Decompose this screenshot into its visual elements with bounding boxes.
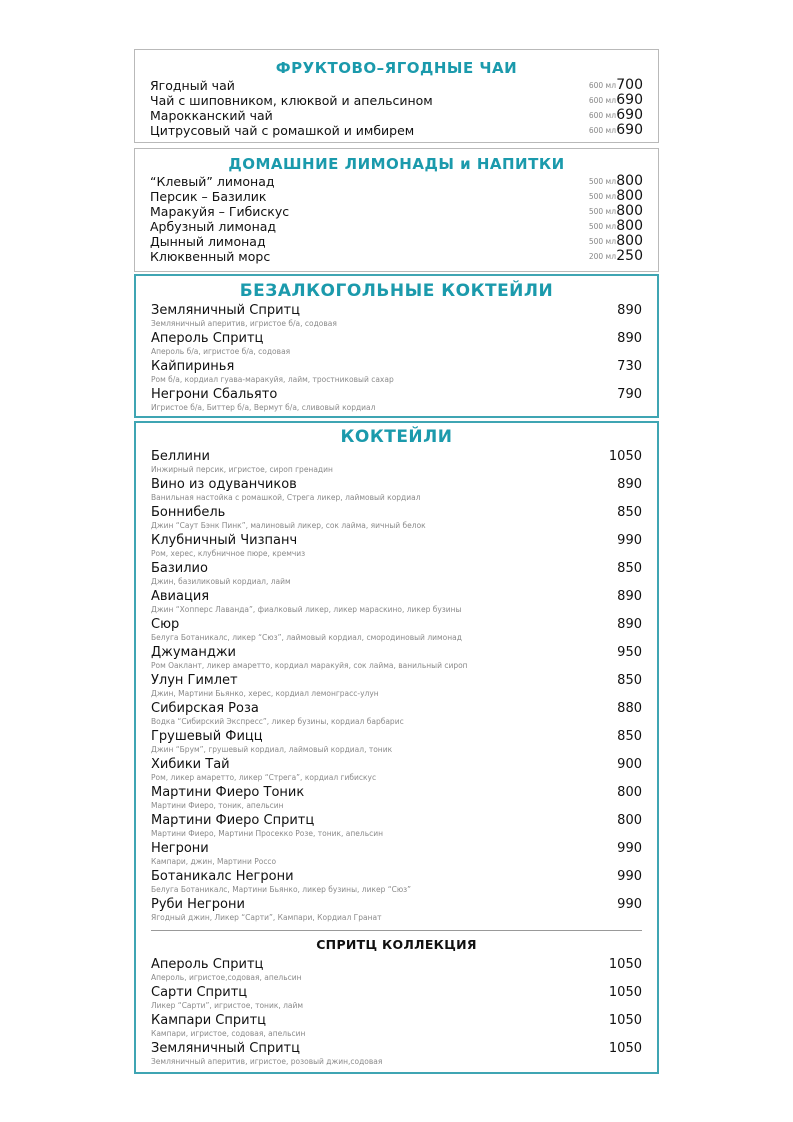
item-name: Кампари Спритц <box>151 1013 267 1028</box>
item-volume: 600 мл <box>588 111 616 120</box>
item-name: Апероль Спритц <box>151 331 264 346</box>
menu-item <box>136 560 657 588</box>
item-price: 990 <box>617 533 642 548</box>
section-fruit-tea <box>134 49 659 143</box>
menu-item <box>135 108 658 123</box>
menu-item <box>136 476 657 504</box>
item-name: Мартини Фиеро Тоник <box>151 785 305 800</box>
item-description: Мартини Фиеро, Мартини Просекко Розе, тоник, апельсин <box>151 829 384 838</box>
item-name: Негрони <box>151 841 209 856</box>
item-description: Кампари, игристое, содовая, апельсин <box>151 1029 306 1038</box>
menu-item <box>136 588 657 616</box>
item-name: “Клевый” лимонад <box>150 174 275 189</box>
menu-item <box>136 330 657 358</box>
item-price: 890 <box>617 477 642 492</box>
item-name: Ягодный чай <box>150 78 235 93</box>
item-name: Руби Негрони <box>151 897 245 912</box>
item-price: 690 <box>616 107 643 123</box>
section-lemonades <box>134 148 659 272</box>
subsection-title: СПРИТЦ КОЛЛЕКЦИЯ <box>316 937 477 952</box>
item-price: 1050 <box>608 957 642 972</box>
menu-item <box>136 840 657 868</box>
item-price: 890 <box>617 589 642 604</box>
menu-item <box>136 644 657 672</box>
menu-item <box>136 784 657 812</box>
item-price: 790 <box>617 387 642 402</box>
menu-list <box>136 302 657 414</box>
item-volume: 500 мл <box>588 177 616 186</box>
menu-item <box>136 448 657 476</box>
menu-item <box>135 78 658 93</box>
item-name: Боннибель <box>151 505 226 520</box>
item-price: 900 <box>617 757 642 772</box>
item-description: Ром б/а, кордиал гуава-маракуйя, лайм, тростниковый сахар <box>151 375 394 384</box>
item-name: Земляничный Спритц <box>151 303 300 318</box>
menu-item <box>135 174 658 189</box>
item-price: 250 <box>616 248 643 264</box>
item-description: Апероль б/а, игристое б/а, содовая <box>151 347 291 356</box>
menu-item <box>136 956 657 984</box>
item-price: 690 <box>616 92 643 108</box>
item-price: 730 <box>617 359 642 374</box>
menu-item <box>135 249 658 264</box>
item-description: Ванильная настойка с ромашкой, Стрега ликер, лаймовый кордиал <box>151 493 421 502</box>
item-description: Ром Оаклант, ликер амаретто, кордиал маракуйя, сок лайма, ванильный сироп <box>151 661 468 670</box>
menu-item <box>136 616 657 644</box>
item-name: Сибирская Роза <box>151 701 259 716</box>
item-price: 890 <box>617 617 642 632</box>
item-price: 850 <box>617 673 642 688</box>
item-name: Чай с шиповником, клюквой и апельсином <box>150 93 433 108</box>
item-description: Ягодный джин, Ликер “Сарти”, Кампари, Кордиал Гранат <box>151 913 382 922</box>
item-name: Земляничный Спритц <box>151 1041 300 1056</box>
item-description: Водка “Сибирский Экспресс”, ликер бузины, кордиал барбарис <box>151 717 404 726</box>
item-description: Земляничный аперитив, игристое б/а, содовая <box>151 319 337 328</box>
item-description: Джин, базиликовый кордиал, лайм <box>151 577 291 586</box>
item-name: Клубничный Чизпанч <box>151 533 298 548</box>
item-description: Ликер “Сарти”, игристое, тоник, лайм <box>151 1001 304 1010</box>
section-title: КОКТЕЙЛИ <box>340 427 453 447</box>
item-description: Ром, херес, клубничное пюре, кремчиз <box>151 549 306 558</box>
item-name: Мартини Фиеро Спритц <box>151 813 315 828</box>
item-name: Цитрусовый чай с ромашкой и имбирем <box>150 123 415 138</box>
menu-item <box>136 1012 657 1040</box>
item-name: Ботаникалс Негрони <box>151 869 294 884</box>
item-name: Арбузный лимонад <box>150 219 277 234</box>
item-name: Сюр <box>151 617 180 632</box>
item-price: 850 <box>617 505 642 520</box>
menu-list <box>135 174 658 264</box>
item-name: Марокканский чай <box>150 108 273 123</box>
item-name: Персик – Базилик <box>150 189 267 204</box>
menu-item <box>136 700 657 728</box>
item-price: 800 <box>616 173 643 189</box>
item-volume: 600 мл <box>588 126 616 135</box>
item-price: 700 <box>616 77 643 93</box>
item-description: Джин, Мартини Бьянко, херес, кордиал лемонграсс-улун <box>151 689 379 698</box>
item-price: 890 <box>617 331 642 346</box>
menu-item <box>136 672 657 700</box>
menu-item <box>136 302 657 330</box>
item-name: Авиация <box>151 589 210 604</box>
item-price: 690 <box>616 122 643 138</box>
item-name: Кайпиринья <box>151 359 235 374</box>
item-price: 1050 <box>608 1041 642 1056</box>
item-price: 800 <box>616 218 643 234</box>
item-name: Джуманджи <box>151 645 236 660</box>
item-price: 850 <box>617 729 642 744</box>
menu-item <box>136 728 657 756</box>
item-name: Базилио <box>151 561 208 576</box>
item-name: Апероль Спритц <box>151 957 264 972</box>
divider <box>151 930 642 931</box>
section-title: ФРУКТОВО–ЯГОДНЫЕ ЧАИ <box>275 59 518 77</box>
item-price: 850 <box>617 561 642 576</box>
item-description: Инжирный персик, игристое, сироп гренадин <box>151 465 333 474</box>
item-name: Клюквенный морс <box>150 249 271 264</box>
section-cocktails <box>134 421 659 1074</box>
item-price: 890 <box>617 303 642 318</box>
menu-list <box>136 448 657 924</box>
item-description: Джин “Хопперс Лаванда”, фиалковый ликер, ликер мараскино, ликер бузины <box>151 605 462 614</box>
item-price: 1050 <box>608 449 642 464</box>
item-volume: 500 мл <box>588 237 616 246</box>
menu-item <box>136 532 657 560</box>
menu-item <box>136 358 657 386</box>
menu-item <box>136 896 657 924</box>
menu-item <box>135 219 658 234</box>
item-price: 990 <box>617 897 642 912</box>
menu-item <box>136 812 657 840</box>
item-price: 1050 <box>608 1013 642 1028</box>
menu-item <box>136 868 657 896</box>
item-name: Хибики Тай <box>151 757 230 772</box>
item-price: 1050 <box>608 985 642 1000</box>
item-name: Беллини <box>151 449 210 464</box>
menu-item <box>136 756 657 784</box>
item-description: Джин “Брум”, грушевый кордиал, лаймовый кордиал, тоник <box>151 745 393 754</box>
item-name: Грушевый Фицц <box>151 729 263 744</box>
item-price: 990 <box>617 869 642 884</box>
item-name: Маракуйя – Гибискус <box>150 204 290 219</box>
item-volume: 500 мл <box>588 207 616 216</box>
item-price: 800 <box>617 813 642 828</box>
menu-item <box>135 93 658 108</box>
menu-item <box>135 234 658 249</box>
menu-item <box>136 386 657 414</box>
item-description: Игристое б/а, Биттер б/а, Вермут б/а, сливовый кордиал <box>151 403 376 412</box>
menu-item <box>136 984 657 1012</box>
item-price: 800 <box>616 188 643 204</box>
item-price: 990 <box>617 841 642 856</box>
item-name: Улун Гимлет <box>151 673 238 688</box>
item-price: 800 <box>617 785 642 800</box>
section-title: ДОМАШНИЕ ЛИМОНАДЫ и НАПИТКИ <box>228 155 565 173</box>
item-description: Кампари, джин, Мартини Россо <box>151 857 277 866</box>
item-price: 880 <box>617 701 642 716</box>
item-description: Мартини Фиеро, тоник, апельсин <box>151 801 284 810</box>
item-description: Джин “Саут Бэнк Пинк”, малиновый ликер, сок лайма, яичный белок <box>151 521 426 530</box>
menu-item <box>136 504 657 532</box>
menu-item <box>135 204 658 219</box>
menu-list <box>135 78 658 138</box>
menu-item <box>135 123 658 138</box>
item-description: Белуга Ботаникалс, Мартини Бьянко, ликер бузины, ликер “Сюз” <box>151 885 412 894</box>
item-name: Вино из одуванчиков <box>151 477 297 492</box>
section-non-alcoholic <box>134 274 659 418</box>
menu-list <box>136 956 657 1068</box>
item-name: Негрони Сбальято <box>151 387 278 402</box>
item-name: Дынный лимонад <box>150 234 266 249</box>
menu-item <box>136 1040 657 1068</box>
item-description: Апероль, игристое,содовая, апельсин <box>151 973 302 982</box>
item-price: 800 <box>616 203 643 219</box>
item-volume: 600 мл <box>588 81 616 90</box>
item-volume: 500 мл <box>588 222 616 231</box>
item-price: 800 <box>616 233 643 249</box>
item-description: Белуга Ботаникалс, ликер “Сюз”, лаймовый кордиал, смородиновый лимонад <box>151 633 462 642</box>
item-volume: 200 мл <box>588 252 616 261</box>
item-name: Сарти Спритц <box>151 985 248 1000</box>
section-title: БЕЗАЛКОГОЛЬНЫЕ КОКТЕЙЛИ <box>239 281 554 301</box>
item-volume: 500 мл <box>588 192 616 201</box>
item-description: Ром, ликер амаретто, ликер “Стрега”, кордиал гибискус <box>151 773 377 782</box>
menu-item <box>135 189 658 204</box>
item-volume: 600 мл <box>588 96 616 105</box>
item-description: Земляничный аперитив, игристое, розовый джин,содовая <box>151 1057 383 1066</box>
item-price: 950 <box>617 645 642 660</box>
